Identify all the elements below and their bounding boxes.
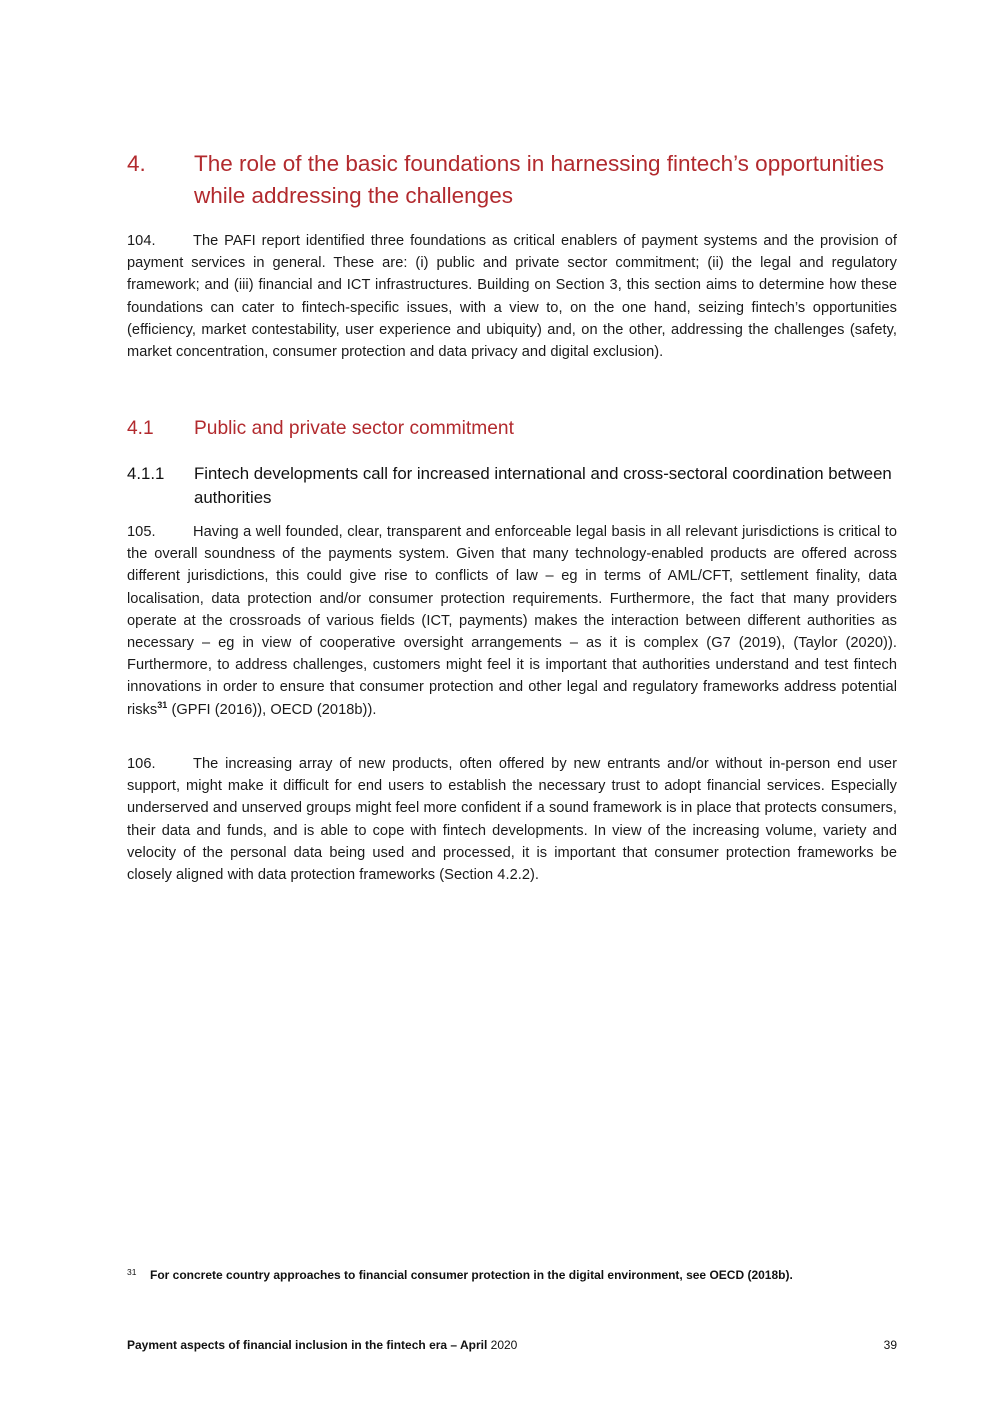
section-title: The role of the basic foundations in harnessing fintech’s opportunities while addressing the challenges bbox=[194, 151, 885, 208]
subsection-number: 4.1 bbox=[127, 418, 154, 439]
paragraph-number: 104. bbox=[127, 233, 156, 249]
paragraph-104 bbox=[127, 230, 897, 363]
paragraph-number: 106. bbox=[127, 756, 156, 772]
footnote bbox=[127, 1266, 897, 1284]
footnote-text: For concrete country approaches to financial consumer protection in the digital environment, see OECD (2018b). bbox=[150, 1268, 793, 1282]
paragraph-text-continued: (GPFI (2016)), OECD (2018b)). bbox=[167, 701, 377, 718]
paragraph-text: The increasing array of new products, often offered by new entrants and/or without in-person end user support, might make it difficult for end users to establish the necessary trust to adopt financial services. Especially underserved and unserved groups might feel more confident if a sound framework is in place that protects consumers, their data and funds, and is able to cope with fintech developments. In view of the increasing volume, variety and velocity of the personal data being used and processed, it is important that consumer protection frameworks be closely aligned with data protection frameworks (Section 4.2.2). bbox=[127, 756, 897, 884]
subsubsection-number: 4.1.1 bbox=[127, 464, 165, 483]
section-number: 4. bbox=[127, 151, 146, 176]
footer-year: 2020 bbox=[487, 1338, 518, 1352]
page-number: 39 bbox=[883, 1338, 897, 1352]
subsection-title: Public and private sector commitment bbox=[194, 418, 514, 439]
footer-title: Payment aspects of financial inclusion in the fintech era – April bbox=[127, 1338, 488, 1352]
subsubsection-heading bbox=[127, 462, 897, 510]
paragraph-105 bbox=[127, 521, 897, 721]
paragraph-text: The PAFI report identified three foundations as critical enablers of payment systems and the provision of payment services in general. These are: (i) public and private sector commitment; (ii) the legal and regulatory framework; and (iii) financial and ICT infrastructures. Building on Section 3, this section aims to determine how these foundations can cater to fintech-specific issues, with a view to, on the one hand, seizing fintech’s opportunities (efficiency, market contestability, user experience and ubiquity) and, on the other, addressing the challenges (safety, market concentration, consumer protection and data privacy and digital exclusion). bbox=[127, 233, 897, 361]
paragraph-number: 105. bbox=[127, 524, 156, 540]
page-footer bbox=[127, 1336, 897, 1354]
document-page bbox=[127, 0, 897, 1403]
subsubsection-title: Fintech developments call for increased international and cross-sectoral coordination between authorities bbox=[194, 464, 892, 507]
footnote-reference[interactable]: 31 bbox=[157, 699, 168, 710]
paragraph-106 bbox=[127, 753, 897, 886]
paragraph-text: Having a well founded, clear, transparent and enforceable legal basis in all relevant jurisdictions is critical to the overall soundness of the payments system. Given that many technology-enabled products are offered across different jurisdictions, this could give rise to conflicts of law – eg in terms of AML/CFT, settlement finality, data localisation, data protection and/or consumer protection requirements. Furthermore, the fact that many providers operate at the crossroads of various fields (ICT, payments) makes the interaction between different authorities as necessary – eg in view of cooperative oversight arrangements – as it is complex (G7 (2019), (Taylor (2020)). Furthermore, to address challenges, customers might feel it is important that authorities understand and test fintech innovations in order to ensure that consumer protection and other legal and regulatory frameworks address potential risks bbox=[127, 524, 897, 718]
subsection-heading bbox=[127, 416, 897, 442]
footnote-number: 31 bbox=[127, 1267, 137, 1277]
section-heading bbox=[127, 148, 897, 212]
